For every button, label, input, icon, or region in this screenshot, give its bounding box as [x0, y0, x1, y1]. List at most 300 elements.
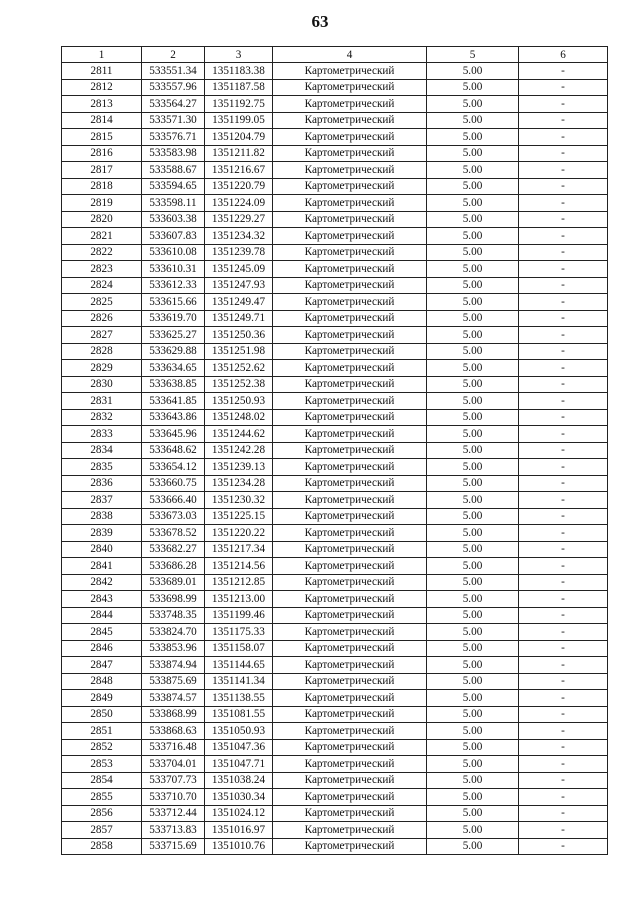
description-cell: -	[519, 805, 608, 822]
point-number-cell: 2813	[62, 96, 142, 113]
method-cell: Картометрический	[273, 129, 427, 146]
table-row	[62, 294, 608, 311]
description-cell: -	[519, 723, 608, 740]
description-cell: -	[519, 327, 608, 344]
x-coordinate-cell: 533610.31	[142, 261, 205, 278]
y-coordinate-cell: 1351204.79	[205, 129, 273, 146]
y-coordinate-cell: 1351234.32	[205, 228, 273, 245]
y-coordinate-cell: 1351030.34	[205, 789, 273, 806]
y-coordinate-cell: 1351249.47	[205, 294, 273, 311]
description-cell: -	[519, 112, 608, 129]
accuracy-cell: 5.00	[427, 294, 519, 311]
x-coordinate-cell: 533588.67	[142, 162, 205, 179]
point-number-cell: 2832	[62, 409, 142, 426]
table-row	[62, 442, 608, 459]
point-number-cell: 2841	[62, 558, 142, 575]
table-row	[62, 277, 608, 294]
y-coordinate-cell: 1351038.24	[205, 772, 273, 789]
column-header: 4	[273, 47, 427, 63]
x-coordinate-cell: 533686.28	[142, 558, 205, 575]
x-coordinate-cell: 533645.96	[142, 426, 205, 443]
x-coordinate-cell: 533853.96	[142, 640, 205, 657]
y-coordinate-cell: 1351199.46	[205, 607, 273, 624]
description-cell: -	[519, 624, 608, 641]
column-header: 6	[519, 47, 608, 63]
y-coordinate-cell: 1351234.28	[205, 475, 273, 492]
description-cell: -	[519, 261, 608, 278]
table-row	[62, 327, 608, 344]
y-coordinate-cell: 1351230.32	[205, 492, 273, 509]
table-row	[62, 591, 608, 608]
point-number-cell: 2845	[62, 624, 142, 641]
y-coordinate-cell: 1351225.15	[205, 508, 273, 525]
accuracy-cell: 5.00	[427, 112, 519, 129]
table-row	[62, 822, 608, 839]
y-coordinate-cell: 1351158.07	[205, 640, 273, 657]
table-row	[62, 129, 608, 146]
accuracy-cell: 5.00	[427, 211, 519, 228]
x-coordinate-cell: 533648.62	[142, 442, 205, 459]
column-header: 2	[142, 47, 205, 63]
description-cell: -	[519, 211, 608, 228]
description-cell: -	[519, 426, 608, 443]
table-row	[62, 640, 608, 657]
point-number-cell: 2854	[62, 772, 142, 789]
description-cell: -	[519, 360, 608, 377]
description-cell: -	[519, 739, 608, 756]
accuracy-cell: 5.00	[427, 327, 519, 344]
description-cell: -	[519, 96, 608, 113]
method-cell: Картометрический	[273, 360, 427, 377]
y-coordinate-cell: 1351220.22	[205, 525, 273, 542]
table-row	[62, 739, 608, 756]
y-coordinate-cell: 1351250.36	[205, 327, 273, 344]
y-coordinate-cell: 1351047.71	[205, 756, 273, 773]
point-number-cell: 2850	[62, 706, 142, 723]
table-row	[62, 558, 608, 575]
accuracy-cell: 5.00	[427, 822, 519, 839]
accuracy-cell: 5.00	[427, 624, 519, 641]
description-cell: -	[519, 178, 608, 195]
table-row	[62, 574, 608, 591]
x-coordinate-cell: 533716.48	[142, 739, 205, 756]
y-coordinate-cell: 1351244.62	[205, 426, 273, 443]
description-cell: -	[519, 294, 608, 311]
accuracy-cell: 5.00	[427, 145, 519, 162]
x-coordinate-cell: 533625.27	[142, 327, 205, 344]
description-cell: -	[519, 772, 608, 789]
accuracy-cell: 5.00	[427, 772, 519, 789]
x-coordinate-cell: 533551.34	[142, 63, 205, 80]
y-coordinate-cell: 1351242.28	[205, 442, 273, 459]
y-coordinate-cell: 1351183.38	[205, 63, 273, 80]
coordinates-table	[61, 46, 608, 855]
column-header: 3	[205, 47, 273, 63]
accuracy-cell: 5.00	[427, 277, 519, 294]
table-row	[62, 624, 608, 641]
method-cell: Картометрический	[273, 541, 427, 558]
y-coordinate-cell: 1351187.58	[205, 79, 273, 96]
description-cell: -	[519, 789, 608, 806]
x-coordinate-cell: 533673.03	[142, 508, 205, 525]
accuracy-cell: 5.00	[427, 442, 519, 459]
x-coordinate-cell: 533748.35	[142, 607, 205, 624]
y-coordinate-cell: 1351211.82	[205, 145, 273, 162]
point-number-cell: 2843	[62, 591, 142, 608]
table-row	[62, 63, 608, 80]
accuracy-cell: 5.00	[427, 525, 519, 542]
point-number-cell: 2848	[62, 673, 142, 690]
method-cell: Картометрический	[273, 393, 427, 410]
description-cell: -	[519, 706, 608, 723]
method-cell: Картометрический	[273, 756, 427, 773]
method-cell: Картометрический	[273, 426, 427, 443]
accuracy-cell: 5.00	[427, 195, 519, 212]
accuracy-cell: 5.00	[427, 360, 519, 377]
table-row	[62, 360, 608, 377]
accuracy-cell: 5.00	[427, 376, 519, 393]
accuracy-cell: 5.00	[427, 723, 519, 740]
accuracy-cell: 5.00	[427, 673, 519, 690]
x-coordinate-cell: 533564.27	[142, 96, 205, 113]
description-cell: -	[519, 591, 608, 608]
table-row	[62, 79, 608, 96]
description-cell: -	[519, 343, 608, 360]
method-cell: Картометрический	[273, 805, 427, 822]
accuracy-cell: 5.00	[427, 574, 519, 591]
accuracy-cell: 5.00	[427, 789, 519, 806]
accuracy-cell: 5.00	[427, 706, 519, 723]
accuracy-cell: 5.00	[427, 343, 519, 360]
method-cell: Картометрический	[273, 145, 427, 162]
table-row	[62, 261, 608, 278]
description-cell: -	[519, 673, 608, 690]
column-header: 1	[62, 47, 142, 63]
method-cell: Картометрический	[273, 310, 427, 327]
table-row	[62, 690, 608, 707]
accuracy-cell: 5.00	[427, 162, 519, 179]
x-coordinate-cell: 533557.96	[142, 79, 205, 96]
point-number-cell: 2849	[62, 690, 142, 707]
point-number-cell: 2846	[62, 640, 142, 657]
point-number-cell: 2818	[62, 178, 142, 195]
x-coordinate-cell: 533576.71	[142, 129, 205, 146]
table-row	[62, 607, 608, 624]
accuracy-cell: 5.00	[427, 178, 519, 195]
y-coordinate-cell: 1351010.76	[205, 838, 273, 855]
method-cell: Картометрический	[273, 574, 427, 591]
point-number-cell: 2840	[62, 541, 142, 558]
description-cell: -	[519, 690, 608, 707]
x-coordinate-cell: 533634.65	[142, 360, 205, 377]
method-cell: Картометрический	[273, 492, 427, 509]
description-cell: -	[519, 508, 608, 525]
x-coordinate-cell: 533654.12	[142, 459, 205, 476]
x-coordinate-cell: 533713.83	[142, 822, 205, 839]
table-row	[62, 475, 608, 492]
accuracy-cell: 5.00	[427, 96, 519, 113]
x-coordinate-cell: 533641.85	[142, 393, 205, 410]
table-row	[62, 409, 608, 426]
table-row	[62, 525, 608, 542]
x-coordinate-cell: 533610.08	[142, 244, 205, 261]
table-row	[62, 145, 608, 162]
x-coordinate-cell: 533615.66	[142, 294, 205, 311]
point-number-cell: 2855	[62, 789, 142, 806]
x-coordinate-cell: 533638.85	[142, 376, 205, 393]
description-cell: -	[519, 525, 608, 542]
description-cell: -	[519, 756, 608, 773]
x-coordinate-cell: 533643.86	[142, 409, 205, 426]
table-row	[62, 112, 608, 129]
point-number-cell: 2820	[62, 211, 142, 228]
method-cell: Картометрический	[273, 640, 427, 657]
y-coordinate-cell: 1351216.67	[205, 162, 273, 179]
accuracy-cell: 5.00	[427, 79, 519, 96]
point-number-cell: 2821	[62, 228, 142, 245]
point-number-cell: 2824	[62, 277, 142, 294]
x-coordinate-cell: 533874.57	[142, 690, 205, 707]
method-cell: Картометрический	[273, 739, 427, 756]
method-cell: Картометрический	[273, 459, 427, 476]
x-coordinate-cell: 533682.27	[142, 541, 205, 558]
x-coordinate-cell: 533607.83	[142, 228, 205, 245]
method-cell: Картометрический	[273, 673, 427, 690]
description-cell: -	[519, 492, 608, 509]
point-number-cell: 2828	[62, 343, 142, 360]
description-cell: -	[519, 63, 608, 80]
accuracy-cell: 5.00	[427, 838, 519, 855]
method-cell: Картометрический	[273, 277, 427, 294]
method-cell: Картометрический	[273, 772, 427, 789]
description-cell: -	[519, 459, 608, 476]
y-coordinate-cell: 1351016.97	[205, 822, 273, 839]
accuracy-cell: 5.00	[427, 228, 519, 245]
x-coordinate-cell: 533603.38	[142, 211, 205, 228]
table-row	[62, 310, 608, 327]
x-coordinate-cell: 533666.40	[142, 492, 205, 509]
accuracy-cell: 5.00	[427, 426, 519, 443]
accuracy-cell: 5.00	[427, 756, 519, 773]
point-number-cell: 2852	[62, 739, 142, 756]
table-row	[62, 228, 608, 245]
table-row	[62, 343, 608, 360]
y-coordinate-cell: 1351239.13	[205, 459, 273, 476]
point-number-cell: 2838	[62, 508, 142, 525]
y-coordinate-cell: 1351192.75	[205, 96, 273, 113]
table-row	[62, 723, 608, 740]
table-row	[62, 211, 608, 228]
point-number-cell: 2814	[62, 112, 142, 129]
point-number-cell: 2816	[62, 145, 142, 162]
point-number-cell: 2835	[62, 459, 142, 476]
y-coordinate-cell: 1351252.38	[205, 376, 273, 393]
point-number-cell: 2812	[62, 79, 142, 96]
description-cell: -	[519, 574, 608, 591]
method-cell: Картометрический	[273, 591, 427, 608]
point-number-cell: 2826	[62, 310, 142, 327]
table-row	[62, 838, 608, 855]
y-coordinate-cell: 1351251.98	[205, 343, 273, 360]
table-row	[62, 756, 608, 773]
table-row	[62, 541, 608, 558]
y-coordinate-cell: 1351144.65	[205, 657, 273, 674]
x-coordinate-cell: 533698.99	[142, 591, 205, 608]
accuracy-cell: 5.00	[427, 739, 519, 756]
y-coordinate-cell: 1351175.33	[205, 624, 273, 641]
point-number-cell: 2822	[62, 244, 142, 261]
x-coordinate-cell: 533874.94	[142, 657, 205, 674]
accuracy-cell: 5.00	[427, 657, 519, 674]
table-header-row	[62, 47, 608, 63]
method-cell: Картометрический	[273, 96, 427, 113]
x-coordinate-cell: 533660.75	[142, 475, 205, 492]
point-number-cell: 2815	[62, 129, 142, 146]
description-cell: -	[519, 195, 608, 212]
y-coordinate-cell: 1351229.27	[205, 211, 273, 228]
description-cell: -	[519, 558, 608, 575]
method-cell: Картометрический	[273, 723, 427, 740]
table-row	[62, 789, 608, 806]
y-coordinate-cell: 1351199.05	[205, 112, 273, 129]
point-number-cell: 2847	[62, 657, 142, 674]
x-coordinate-cell: 533594.65	[142, 178, 205, 195]
description-cell: -	[519, 607, 608, 624]
y-coordinate-cell: 1351141.34	[205, 673, 273, 690]
method-cell: Картометрический	[273, 690, 427, 707]
y-coordinate-cell: 1351213.00	[205, 591, 273, 608]
method-cell: Картометрический	[273, 624, 427, 641]
x-coordinate-cell: 533612.33	[142, 277, 205, 294]
point-number-cell: 2829	[62, 360, 142, 377]
point-number-cell: 2830	[62, 376, 142, 393]
x-coordinate-cell: 533707.73	[142, 772, 205, 789]
method-cell: Картометрический	[273, 112, 427, 129]
method-cell: Картометрический	[273, 228, 427, 245]
method-cell: Картометрический	[273, 178, 427, 195]
x-coordinate-cell: 533712.44	[142, 805, 205, 822]
description-cell: -	[519, 162, 608, 179]
accuracy-cell: 5.00	[427, 591, 519, 608]
point-number-cell: 2836	[62, 475, 142, 492]
accuracy-cell: 5.00	[427, 459, 519, 476]
description-cell: -	[519, 475, 608, 492]
method-cell: Картометрический	[273, 327, 427, 344]
method-cell: Картометрический	[273, 706, 427, 723]
table-row	[62, 706, 608, 723]
description-cell: -	[519, 442, 608, 459]
accuracy-cell: 5.00	[427, 409, 519, 426]
x-coordinate-cell: 533629.88	[142, 343, 205, 360]
description-cell: -	[519, 244, 608, 261]
accuracy-cell: 5.00	[427, 805, 519, 822]
accuracy-cell: 5.00	[427, 492, 519, 509]
point-number-cell: 2827	[62, 327, 142, 344]
column-header: 5	[427, 47, 519, 63]
point-number-cell: 2837	[62, 492, 142, 509]
y-coordinate-cell: 1351081.55	[205, 706, 273, 723]
description-cell: -	[519, 228, 608, 245]
table-body	[62, 63, 608, 855]
x-coordinate-cell: 533824.70	[142, 624, 205, 641]
method-cell: Картометрический	[273, 261, 427, 278]
method-cell: Картометрический	[273, 525, 427, 542]
method-cell: Картометрический	[273, 558, 427, 575]
description-cell: -	[519, 129, 608, 146]
x-coordinate-cell: 533710.70	[142, 789, 205, 806]
description-cell: -	[519, 541, 608, 558]
y-coordinate-cell: 1351050.93	[205, 723, 273, 740]
method-cell: Картометрический	[273, 195, 427, 212]
x-coordinate-cell: 533619.70	[142, 310, 205, 327]
x-coordinate-cell: 533704.01	[142, 756, 205, 773]
x-coordinate-cell: 533715.69	[142, 838, 205, 855]
accuracy-cell: 5.00	[427, 129, 519, 146]
point-number-cell: 2856	[62, 805, 142, 822]
description-cell: -	[519, 822, 608, 839]
method-cell: Картометрический	[273, 294, 427, 311]
accuracy-cell: 5.00	[427, 690, 519, 707]
y-coordinate-cell: 1351252.62	[205, 360, 273, 377]
y-coordinate-cell: 1351224.09	[205, 195, 273, 212]
accuracy-cell: 5.00	[427, 541, 519, 558]
y-coordinate-cell: 1351247.93	[205, 277, 273, 294]
method-cell: Картометрический	[273, 838, 427, 855]
accuracy-cell: 5.00	[427, 261, 519, 278]
table-row	[62, 96, 608, 113]
table-row	[62, 162, 608, 179]
point-number-cell: 2811	[62, 63, 142, 80]
description-cell: -	[519, 376, 608, 393]
x-coordinate-cell: 533571.30	[142, 112, 205, 129]
point-number-cell: 2823	[62, 261, 142, 278]
description-cell: -	[519, 640, 608, 657]
method-cell: Картометрический	[273, 475, 427, 492]
point-number-cell: 2853	[62, 756, 142, 773]
method-cell: Картометрический	[273, 343, 427, 360]
accuracy-cell: 5.00	[427, 558, 519, 575]
description-cell: -	[519, 79, 608, 96]
method-cell: Картометрический	[273, 442, 427, 459]
accuracy-cell: 5.00	[427, 244, 519, 261]
table-row	[62, 492, 608, 509]
point-number-cell: 2825	[62, 294, 142, 311]
y-coordinate-cell: 1351138.55	[205, 690, 273, 707]
method-cell: Картометрический	[273, 822, 427, 839]
y-coordinate-cell: 1351245.09	[205, 261, 273, 278]
accuracy-cell: 5.00	[427, 508, 519, 525]
x-coordinate-cell: 533598.11	[142, 195, 205, 212]
accuracy-cell: 5.00	[427, 475, 519, 492]
method-cell: Картометрический	[273, 657, 427, 674]
y-coordinate-cell: 1351248.02	[205, 409, 273, 426]
y-coordinate-cell: 1351217.34	[205, 541, 273, 558]
table-row	[62, 426, 608, 443]
table-row	[62, 376, 608, 393]
method-cell: Картометрический	[273, 79, 427, 96]
y-coordinate-cell: 1351239.78	[205, 244, 273, 261]
x-coordinate-cell: 533689.01	[142, 574, 205, 591]
y-coordinate-cell: 1351214.56	[205, 558, 273, 575]
method-cell: Картометрический	[273, 162, 427, 179]
method-cell: Картометрический	[273, 607, 427, 624]
point-number-cell: 2831	[62, 393, 142, 410]
y-coordinate-cell: 1351249.71	[205, 310, 273, 327]
table-row	[62, 459, 608, 476]
description-cell: -	[519, 657, 608, 674]
point-number-cell: 2842	[62, 574, 142, 591]
table-row	[62, 178, 608, 195]
